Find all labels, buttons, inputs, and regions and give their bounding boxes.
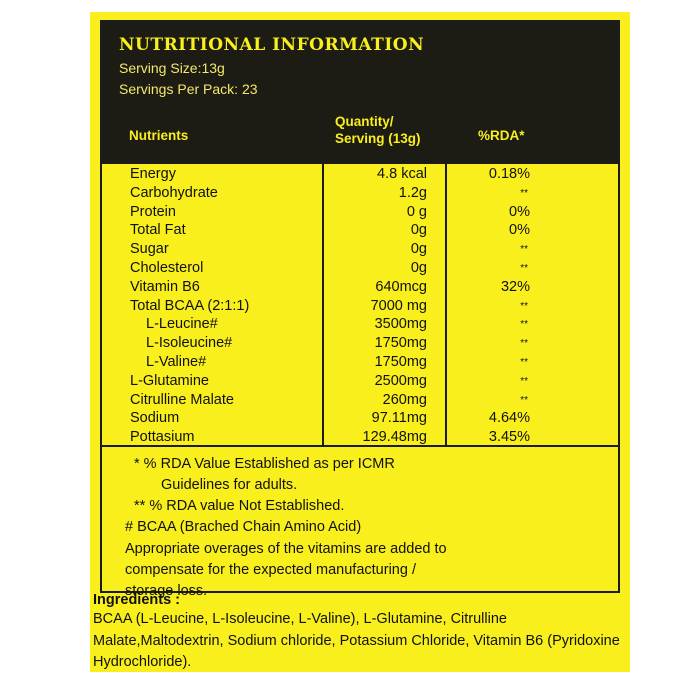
nutrition-header: [102, 22, 618, 108]
nutrient-row: [102, 429, 618, 448]
nutrient-rda: 32%: [500, 278, 530, 295]
ingredients-text: BCAA (L-Leucine, L-Isoleucine, L-Valine), L-Glutamine, Citrulline Malate,Maltodextrin, Sodium chloride, Potassium Chloride, Vitamin B6 (Pyridoxine Hydrochloride).: [93, 611, 620, 670]
nutrient-name: L-Leucine#: [146, 316, 218, 333]
rda-note-line1: * % RDA Value Established as per ICMR: [134, 456, 395, 472]
nutrient-quantity: 2500mg: [374, 372, 427, 389]
nutrient-name: L-Isoleucine#: [146, 335, 233, 352]
nutrient-name: Citrulline Malate: [130, 391, 234, 408]
nutrient-name: L-Glutamine: [130, 372, 209, 389]
nutrient-quantity: 129.48mg: [362, 429, 427, 446]
nutrient-name: Cholesterol: [130, 260, 204, 276]
nutrient-rda: 4.64%: [488, 410, 530, 427]
nutrient-name: Total Fat: [130, 222, 186, 239]
nutrient-quantity: 640mcg: [375, 278, 427, 295]
nutrient-row: [102, 298, 618, 317]
nutrient-rda: **: [520, 187, 528, 199]
nutrient-rda: 3.45%: [488, 429, 530, 446]
column-header-nutrients: Nutrients: [129, 128, 189, 143]
nutrient-name: Total BCAA (2:1:1): [130, 297, 250, 314]
nutrient-name: Sugar: [130, 241, 169, 258]
nutrient-quantity: 0g: [410, 222, 427, 239]
rda-note-line2: Guidelines for adults.: [161, 477, 298, 493]
ingredients-title: Ingredients :: [93, 592, 181, 608]
overages-line3: storage loss.: [125, 583, 208, 599]
nutrient-quantity: 0 g: [406, 203, 427, 220]
nutrient-name: Pottasium: [130, 429, 195, 446]
nutrient-rda: **: [520, 394, 528, 406]
nutrient-rda: **: [520, 319, 528, 331]
nutrient-rda: 0%: [509, 222, 530, 239]
nutrient-row: [102, 354, 618, 373]
nutrient-quantity: 260mg: [382, 391, 427, 408]
nutrient-row: [102, 204, 618, 223]
nutrient-rda: **: [520, 375, 528, 387]
nutrient-rda: **: [520, 263, 528, 274]
servings-per-pack: Servings Per Pack: 23: [119, 81, 258, 97]
nutrient-rda: **: [520, 300, 528, 312]
nutrient-name: Vitamin B6: [130, 278, 200, 295]
nutrition-label-panel: [90, 12, 630, 672]
nutrient-name: Protein: [130, 203, 176, 220]
column-header-rda: %RDA*: [478, 128, 525, 143]
nutrient-quantity: 7000 mg: [370, 297, 427, 314]
column-header-quantity-line1: Quantity/: [335, 114, 394, 129]
nutrition-table: [100, 20, 620, 599]
nutrient-row: [102, 260, 618, 279]
nutrient-row: [102, 279, 618, 298]
nutrient-row: [102, 392, 618, 411]
nutrient-name: L-Valine#: [146, 354, 207, 370]
serving-size: Serving Size:13g: [119, 60, 225, 76]
nutrient-row: [102, 166, 618, 185]
nutrient-rda: **: [520, 244, 528, 256]
nutrient-row: [102, 241, 618, 260]
nutrient-row: [102, 316, 618, 335]
nutrient-row: [102, 185, 618, 204]
nutrient-quantity: 1750mg: [374, 354, 427, 370]
nutrition-title: NUTRITIONAL INFORMATION: [119, 35, 425, 55]
nutrient-row: [102, 410, 618, 429]
nutrient-quantity: 0g: [410, 260, 427, 276]
header-divider: [102, 162, 618, 164]
nutrient-quantity: 4.8 kcal: [377, 166, 427, 182]
column-header-row: [102, 108, 618, 164]
nutrient-name: Sodium: [130, 410, 180, 427]
nutrient-rda: **: [520, 338, 528, 350]
column-header-quantity-line2: Serving (13g): [335, 131, 421, 146]
nutrient-row: [102, 373, 618, 392]
nutrient-name: Carbohydrate: [130, 184, 218, 201]
nutrient-quantity: 1750mg: [374, 335, 427, 352]
nutrient-row: [102, 335, 618, 354]
nutrient-name: Energy: [130, 166, 176, 182]
nutrient-quantity: 3500mg: [374, 316, 427, 333]
nutrient-row: [102, 222, 618, 241]
not-established-note: ** % RDA value Not Established.: [134, 498, 345, 514]
nutrient-quantity: 1.2g: [398, 184, 427, 201]
bcaa-note: # BCAA (Brached Chain Amino Acid): [125, 519, 362, 535]
nutrient-quantity: 0g: [410, 241, 427, 258]
nutrient-rda: **: [520, 357, 528, 368]
nutrient-quantity: 97.11mg: [371, 410, 427, 427]
overages-line2: compensate for the expected manufacturing /: [125, 562, 416, 578]
nutrient-rda: 0.18%: [488, 166, 530, 182]
nutrient-rda: 0%: [509, 203, 530, 220]
overages-line1: Appropriate overages of the vitamins are added to: [125, 541, 447, 557]
